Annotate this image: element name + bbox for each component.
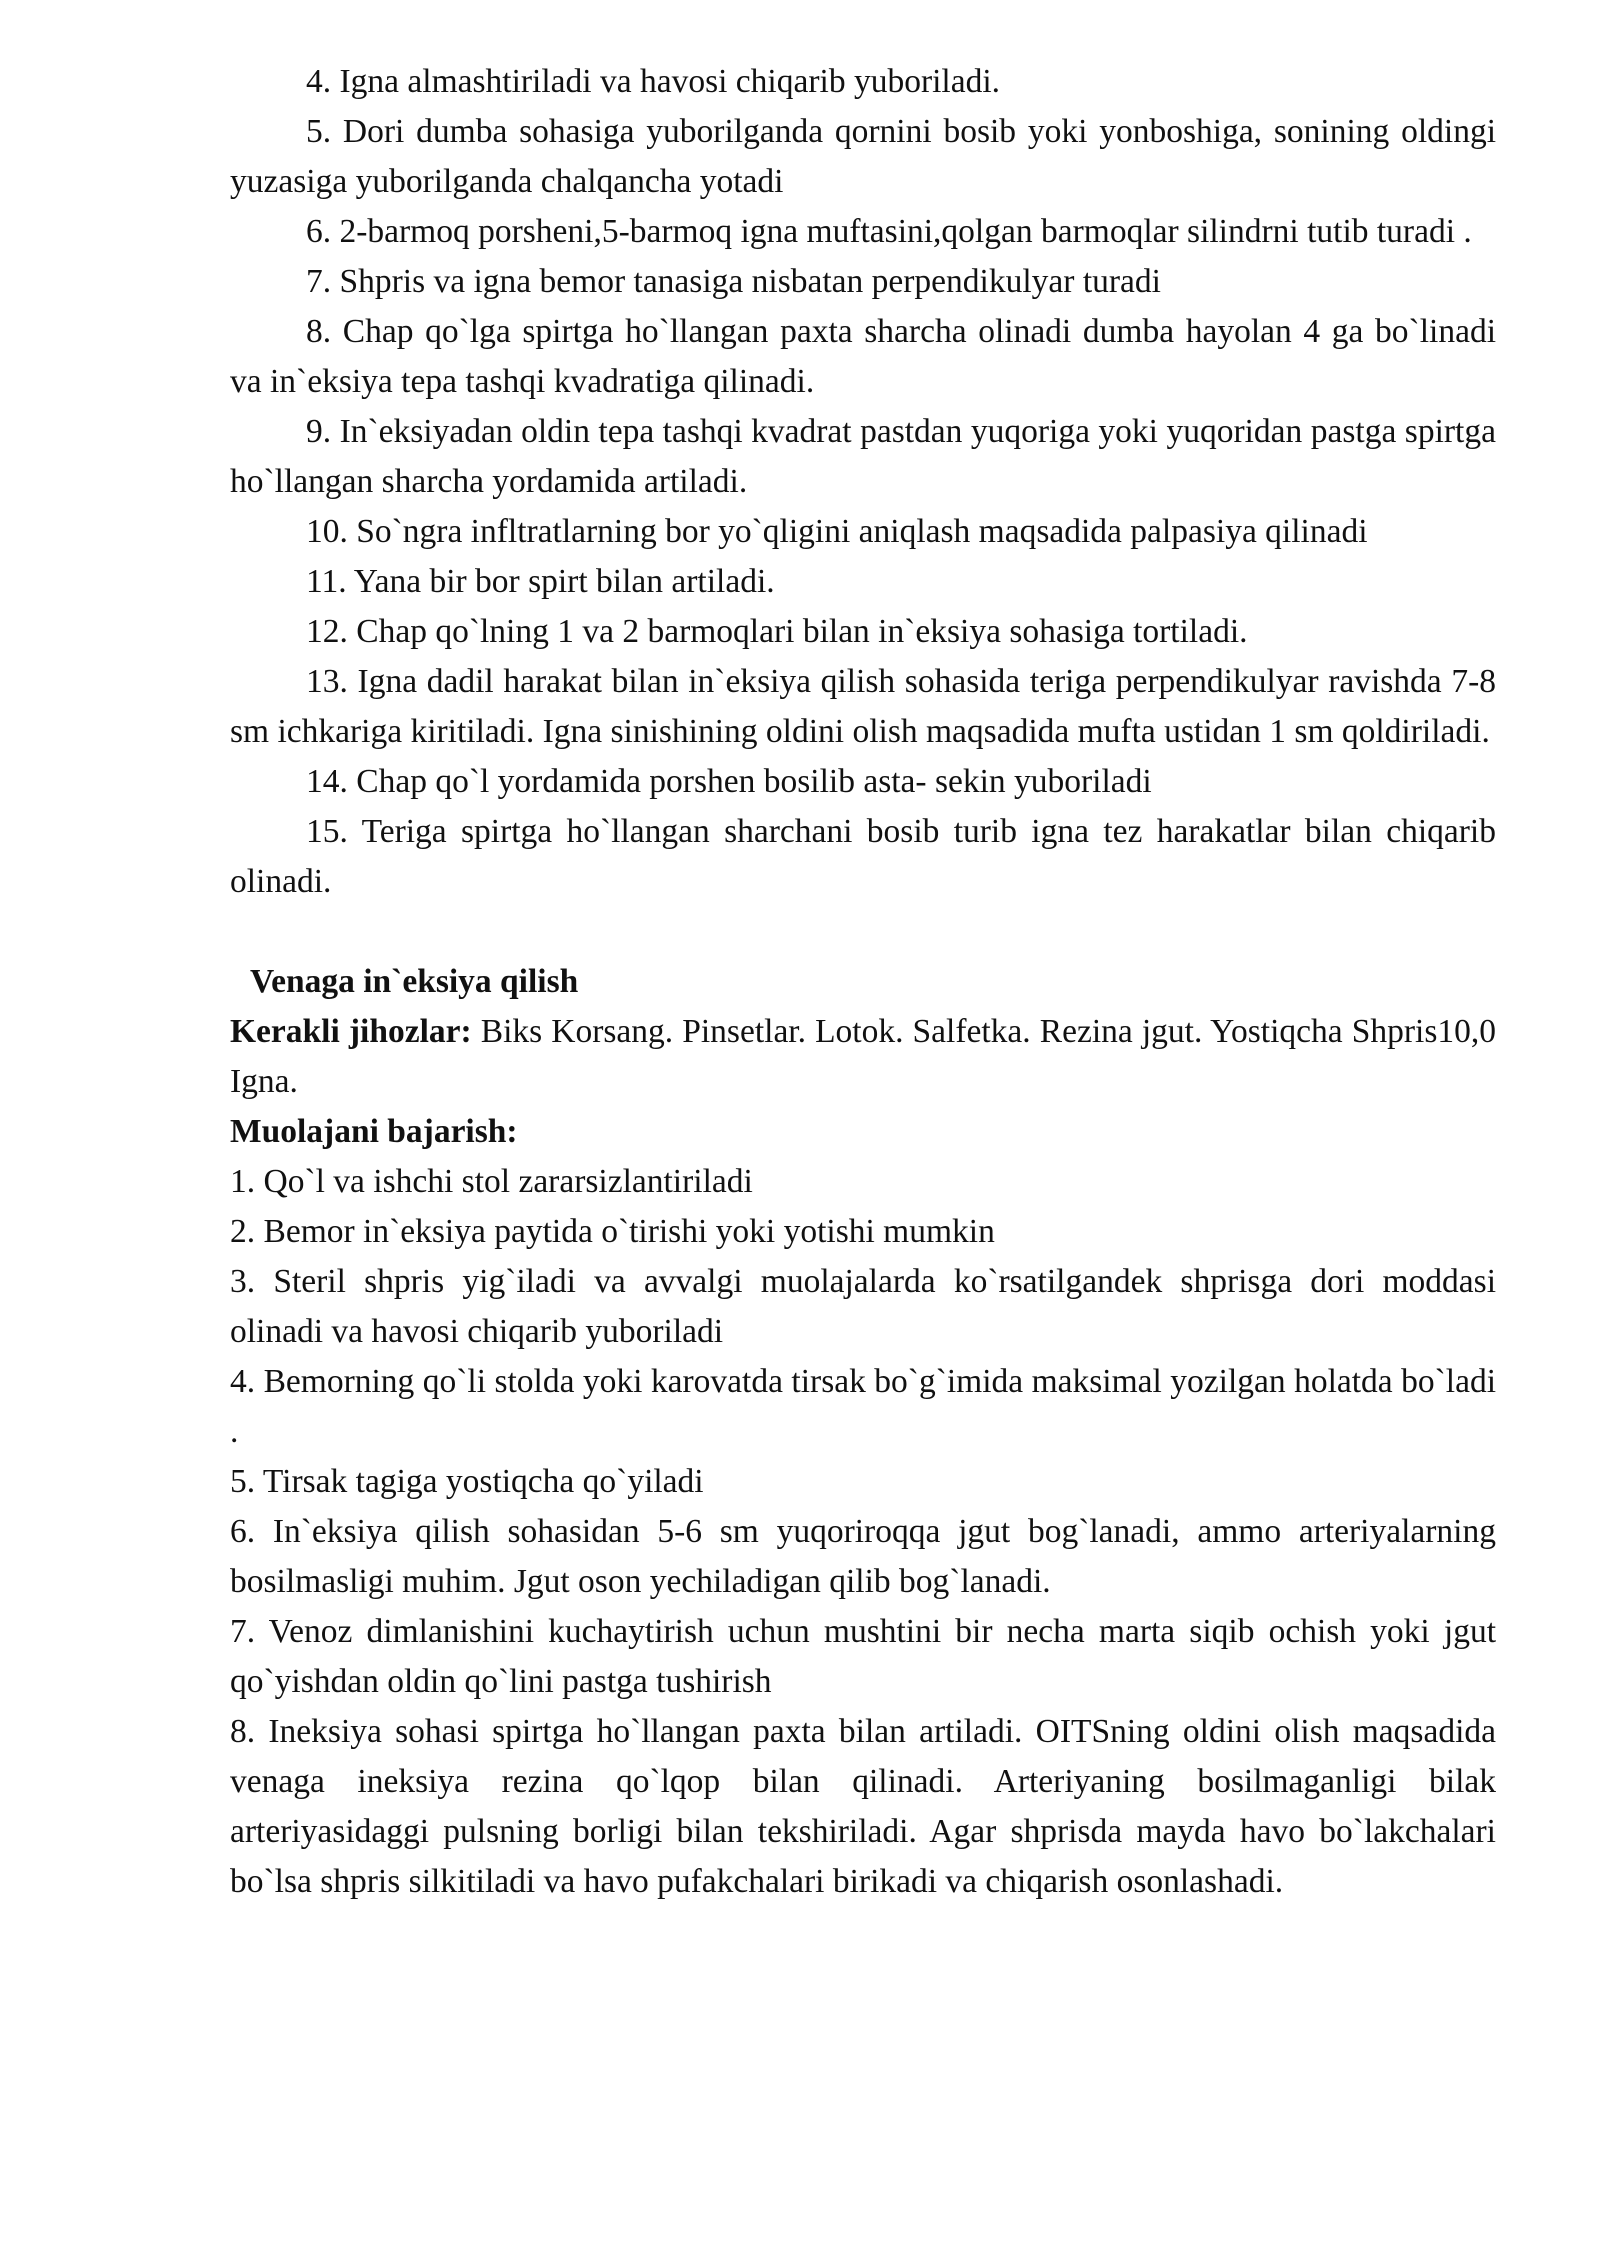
step-item: 10. So`ngra infltratlarning bor yo`qligini aniqlash maqsadida palpasiya qilinadi bbox=[306, 513, 1368, 550]
step-item: 9. In`eksiyadan oldin tepa tashqi kvadrat pastdan yuqoriga yoki yuqoridan pastga spirtga ho`llangan sharcha yordamida artiladi. bbox=[230, 413, 1496, 500]
step-item: 6. 2-barmoq porsheni,5-barmoq igna muftasini,qolgan barmoqlar silindrni tutib turadi . bbox=[306, 213, 1472, 250]
procedure-step: 2. Bemor in`eksiya paytida o`tirishi yoki yotishi mumkin bbox=[230, 1213, 995, 1250]
step-item: 7. Shpris va igna bemor tanasiga nisbatan perpendikulyar turadi bbox=[306, 263, 1161, 300]
paragraph-gap bbox=[230, 907, 1496, 957]
procedure-heading: Muolajani bajarish: bbox=[230, 1113, 518, 1150]
procedure-step: 4. Bemorning qo`li stolda yoki karovatda tirsak bo`g`imida maksimal yozilgan holatda bo`ladi . bbox=[230, 1363, 1496, 1450]
procedure-step: 7. Venoz dimlanishini kuchaytirish uchun mushtini bir necha marta siqib ochish yoki jgut qo`yishdan oldin qo`lini pastga tushirish bbox=[230, 1613, 1496, 1700]
step-item: 14. Chap qo`l yordamida porshen bosilib asta- sekin yuboriladi bbox=[306, 763, 1152, 800]
procedure-step: 1. Qo`l va ishchi stol zararsizlantiriladi bbox=[230, 1163, 753, 1200]
procedure-step: 5. Tirsak tagiga yostiqcha qo`yiladi bbox=[230, 1463, 704, 1500]
equipment-label: Kerakli jihozlar: bbox=[230, 1013, 472, 1050]
equipment-paragraph bbox=[230, 1007, 1496, 1107]
step-item: 12. Chap qo`lning 1 va 2 barmoqlari bilan in`eksiya sohasiga tortiladi. bbox=[306, 613, 1248, 650]
step-item: 13. Igna dadil harakat bilan in`eksiya qilish sohasida teriga perpendikulyar ravishda 7-8 sm ichkariga kiritiladi. Igna sinishining oldini olish maqsadida mufta ustidan 1 sm qoldiriladi. bbox=[230, 663, 1496, 750]
section-title: Venaga in`eksiya qilish bbox=[250, 963, 579, 1000]
step-item: 4. Igna almashtiriladi va havosi chiqarib yuboriladi. bbox=[306, 63, 1001, 100]
document-page bbox=[230, 57, 1496, 1907]
procedure-step: 6. In`eksiya qilish sohasidan 5-6 sm yuqoriroqqa jgut bog`lanadi, ammo arteriyalarning bosilmasligi muhim. Jgut oson yechiladigan qilib bog`lanadi. bbox=[230, 1513, 1496, 1600]
equipment-text: Biks Korsang. Pinsetlar. Lotok. Salfetka. Rezina jgut. Yostiqcha Shpris10,0 Igna. bbox=[230, 1013, 1496, 1100]
step-item: 15. Teriga spirtga ho`llangan sharchani bosib turib igna tez harakatlar bilan chiqarib olinadi. bbox=[230, 813, 1496, 900]
step-item: 11. Yana bir bor spirt bilan artiladi. bbox=[306, 563, 775, 600]
procedure-step: 3. Steril shpris yig`iladi va avvalgi muolajalarda ko`rsatilgandek shprisga dori moddasi olinadi va havosi chiqarib yuboriladi bbox=[230, 1263, 1496, 1350]
step-item: 8. Chap qo`lga spirtga ho`llangan paxta sharcha olinadi dumba hayolan 4 ga bo`linadi va in`eksiya tepa tashqi kvadratiga qilinadi. bbox=[230, 313, 1496, 400]
step-item: 5. Dori dumba sohasiga yuborilganda qornini bosib yoki yonboshiga, sonining oldingi yuzasiga yuborilganda chalqancha yotadi bbox=[230, 113, 1496, 200]
procedure-step: 8. Ineksiya sohasi spirtga ho`llangan paxta bilan artiladi. OITSning oldini olish maqsadida venaga ineksiya rezina qo`lqop bilan qilinadi. Arteriyaning bosilmaganligi bilak arteriyasidaggi pulsning borligi bilan tekshiriladi. Agar shprisda mayda havo bo`lakchalari bo`lsa shpris silkitiladi va havo pufakchalari birikadi va chiqarish osonlashadi. bbox=[230, 1713, 1496, 1900]
